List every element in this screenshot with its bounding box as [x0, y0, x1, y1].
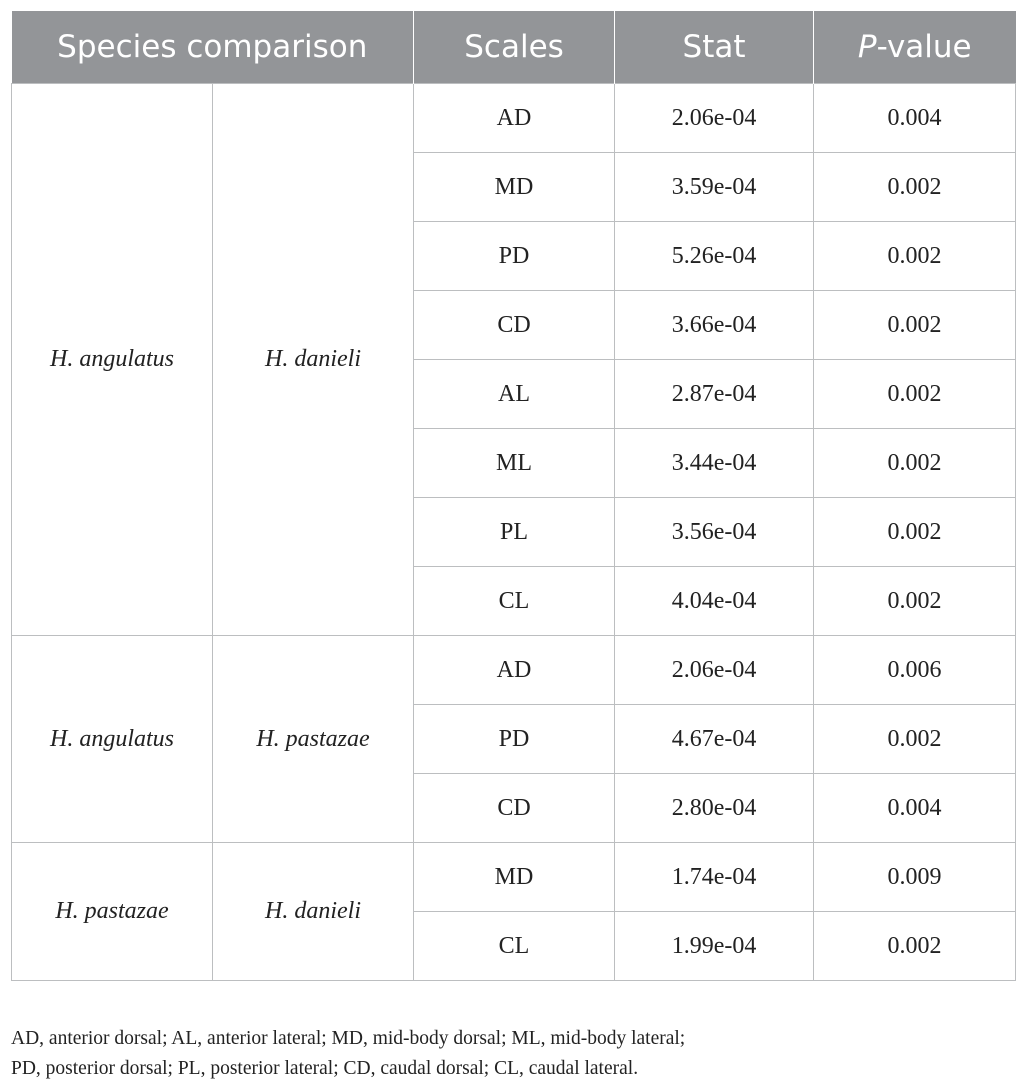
- stat-cell: 1.99e-04: [615, 912, 814, 981]
- stat-cell: 4.04e-04: [615, 567, 814, 636]
- scale-cell: CL: [414, 567, 615, 636]
- header-p-suffix: -value: [876, 29, 972, 65]
- scale-cell: PD: [414, 222, 615, 291]
- stat-cell: 5.26e-04: [615, 222, 814, 291]
- p-value-cell: 0.002: [814, 567, 1016, 636]
- stat-cell: 4.67e-04: [615, 705, 814, 774]
- stat-cell: 3.66e-04: [615, 291, 814, 360]
- stat-cell: 3.56e-04: [615, 498, 814, 567]
- scale-cell: AL: [414, 360, 615, 429]
- table-body: [12, 84, 1016, 981]
- header-p-italic: P: [857, 29, 877, 65]
- p-value-cell: 0.004: [814, 84, 1016, 153]
- species-a-cell: H. angulatus: [12, 84, 213, 636]
- species-a-cell: H. angulatus: [12, 636, 213, 843]
- header-scales: Scales: [414, 11, 615, 84]
- stat-cell: 3.44e-04: [615, 429, 814, 498]
- species-a-cell: H. pastazae: [12, 843, 213, 981]
- p-value-cell: 0.002: [814, 360, 1016, 429]
- table-header-row: [12, 11, 1016, 84]
- scale-cell: PL: [414, 498, 615, 567]
- scale-cell: CD: [414, 291, 615, 360]
- header-species-comparison: Species comparison: [12, 11, 414, 84]
- scale-cell: ML: [414, 429, 615, 498]
- header-p-value: [814, 11, 1016, 84]
- p-value-cell: 0.002: [814, 705, 1016, 774]
- scale-cell: PD: [414, 705, 615, 774]
- footnote-line-2: PD, posterior dorsal; PL, posterior lateral; CD, caudal dorsal; CL, caudal lateral.: [11, 1058, 639, 1079]
- stat-cell: 2.87e-04: [615, 360, 814, 429]
- p-value-cell: 0.002: [814, 912, 1016, 981]
- species-b-cell: H. pastazae: [213, 636, 414, 843]
- p-value-cell: 0.002: [814, 222, 1016, 291]
- table-footnote: [11, 1024, 1015, 1084]
- p-value-cell: 0.002: [814, 498, 1016, 567]
- table-row: [12, 843, 1016, 912]
- scale-cell: MD: [414, 153, 615, 222]
- results-table: [11, 11, 1016, 981]
- p-value-cell: 0.004: [814, 774, 1016, 843]
- scale-cell: AD: [414, 84, 615, 153]
- p-value-cell: 0.002: [814, 153, 1016, 222]
- table-row: [12, 84, 1016, 153]
- scale-cell: CD: [414, 774, 615, 843]
- table-row: [12, 636, 1016, 705]
- p-value-cell: 0.009: [814, 843, 1016, 912]
- scale-cell: MD: [414, 843, 615, 912]
- species-b-cell: H. danieli: [213, 843, 414, 981]
- p-value-cell: 0.002: [814, 291, 1016, 360]
- species-b-cell: H. danieli: [213, 84, 414, 636]
- stat-cell: 2.06e-04: [615, 636, 814, 705]
- stat-cell: 1.74e-04: [615, 843, 814, 912]
- header-stat: Stat: [615, 11, 814, 84]
- footnote-line-1: AD, anterior dorsal; AL, anterior lateral; MD, mid-body dorsal; ML, mid-body lateral;: [11, 1028, 686, 1049]
- p-value-cell: 0.002: [814, 429, 1016, 498]
- stat-cell: 2.80e-04: [615, 774, 814, 843]
- scale-cell: CL: [414, 912, 615, 981]
- stat-cell: 3.59e-04: [615, 153, 814, 222]
- stat-cell: 2.06e-04: [615, 84, 814, 153]
- scale-cell: AD: [414, 636, 615, 705]
- p-value-cell: 0.006: [814, 636, 1016, 705]
